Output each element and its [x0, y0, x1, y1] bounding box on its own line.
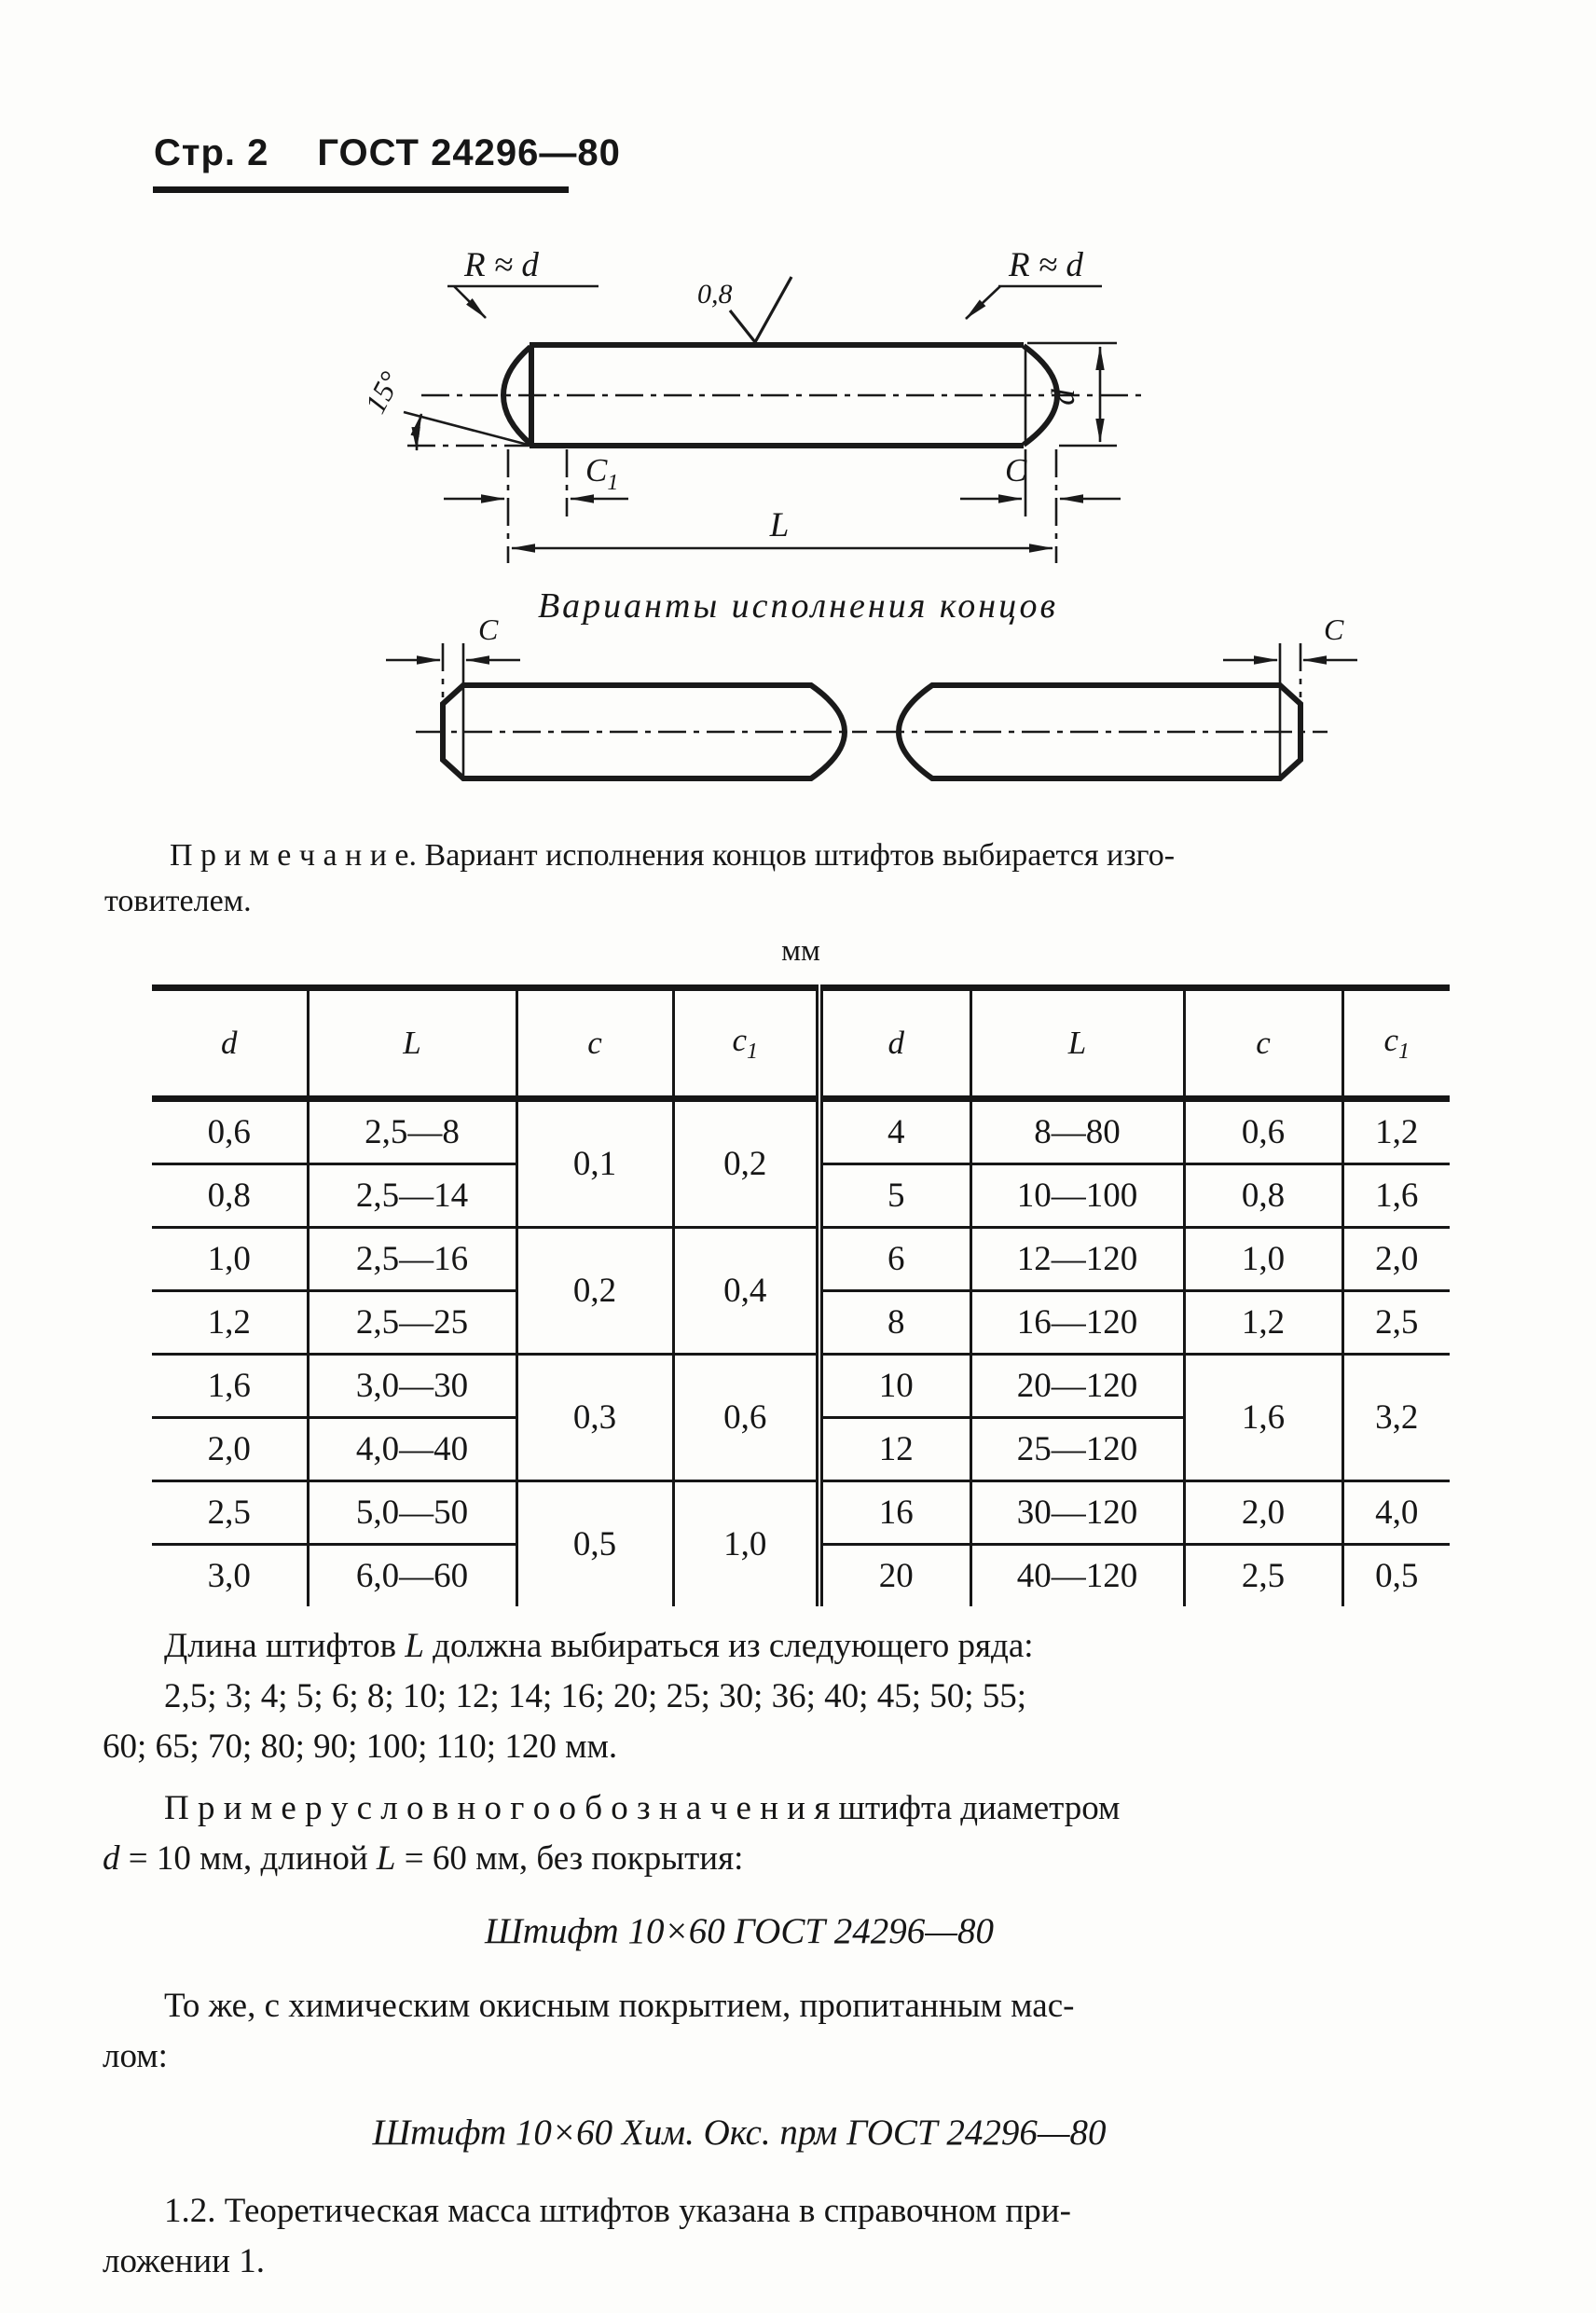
cell-L: 2,5—25	[308, 1291, 516, 1355]
radius-label-left: R ≈ d	[464, 246, 539, 284]
text-line: 2,5; 3; 4; 5; 6; 8; 10; 12; 14; 16; 20; 25; 30; 36; 40; 45; 50; 55;	[164, 1677, 1027, 1715]
cell-c1: 3,2	[1342, 1355, 1450, 1481]
technical-drawing	[0, 214, 1596, 825]
text-line: 1.2. Теоретическая масса штифтов указана в справочном при-	[164, 2192, 1071, 2230]
cell-L: 20—120	[970, 1355, 1184, 1418]
variant-pin-left	[386, 613, 867, 778]
text-line: d = 10 мм, длиной L = 60 мм, без покрытия:	[103, 1839, 744, 1878]
page-number-label: Стр. 2	[154, 132, 269, 173]
cell-d: 0,6	[152, 1099, 308, 1164]
cell-c: 1,0	[1184, 1228, 1342, 1291]
cell-L: 2,5—8	[308, 1099, 516, 1164]
cell-c1: 4,0	[1342, 1481, 1450, 1545]
cell-d: 6	[819, 1228, 970, 1291]
col-header-c1-left: $c_1$	[673, 988, 819, 1099]
cell-c: 0,5	[516, 1481, 673, 1607]
cell-c: 0,3	[516, 1355, 673, 1481]
col-header-d-right: d	[819, 988, 970, 1099]
text-line: 60; 65; 70; 80; 90; 100; 110; 120 мм.	[103, 1728, 618, 1766]
pin-outline	[421, 345, 1143, 446]
cell-d: 4	[819, 1099, 970, 1164]
roughness-value: 0,8	[697, 279, 733, 310]
col-header-L-left: L	[308, 988, 516, 1099]
cell-L: 3,0—30	[308, 1355, 516, 1418]
text-line: ложении 1.	[103, 2242, 265, 2280]
diameter-label: d	[1045, 389, 1081, 406]
cell-L: 5,0—50	[308, 1481, 516, 1545]
cell-c1: 1,2	[1342, 1099, 1450, 1164]
header-rule	[153, 186, 569, 193]
page-header	[154, 132, 621, 174]
paragraph-clause-1-2	[103, 2186, 1497, 2287]
roughness-mark	[697, 277, 791, 342]
cell-d: 20	[819, 1545, 970, 1607]
text-line: П р и м е р у с л о в н о г о о б о з н а ч е н и я штифта диаметром	[164, 1789, 1121, 1827]
cell-d: 5	[819, 1164, 970, 1228]
cell-L: 25—120	[970, 1418, 1184, 1481]
cell-c1: 0,5	[1342, 1545, 1450, 1607]
cell-c: 2,5	[1184, 1545, 1342, 1607]
cell-c: 0,2	[516, 1228, 673, 1355]
note-line2: товителем.	[104, 884, 252, 918]
variant-left-c-label: C	[478, 613, 499, 646]
note	[104, 833, 1498, 924]
cell-L: 8—80	[970, 1099, 1184, 1164]
units-label: мм	[781, 934, 820, 968]
cell-d: 16	[819, 1481, 970, 1545]
paragraph-same-with	[103, 1981, 1497, 2082]
cell-c1: 2,0	[1342, 1228, 1450, 1291]
table-row	[152, 1099, 1450, 1164]
cell-d: 8	[819, 1291, 970, 1355]
cell-d: 3,0	[207, 1557, 251, 1595]
length-dimension	[512, 506, 1053, 548]
cell-c1: 0,6	[673, 1355, 819, 1481]
cell-L: 12—120	[970, 1228, 1184, 1291]
paragraph-length-series	[103, 1621, 1497, 1772]
cell-L: 40—120	[970, 1545, 1184, 1607]
cell-c: 2,0	[1184, 1481, 1342, 1545]
variant-right-c-label: C	[1324, 613, 1344, 646]
cell-L: 6,0—60	[308, 1545, 516, 1607]
cell-d: 0,8	[152, 1164, 308, 1228]
cell-d: 2,5	[152, 1481, 308, 1545]
chamfer1-label: $C_1$	[585, 452, 619, 495]
designation-plain: Штифт 10×60 ГОСТ 24296—80	[485, 1911, 994, 1951]
cell-L: 2,5—16	[308, 1228, 516, 1291]
radius-callout-right	[966, 246, 1102, 319]
cell-c1: 0,4	[673, 1228, 819, 1355]
table-row	[152, 1481, 1450, 1545]
cell-c1: 1,6	[1342, 1164, 1450, 1228]
text-line: лом:	[103, 2037, 168, 2075]
col-header-L-right: L	[970, 988, 1184, 1099]
cell-d: 12	[819, 1418, 970, 1481]
cell-c: 0,1	[516, 1099, 673, 1228]
note-line1: П р и м е ч а н и е. Вариант исполнения концов штифтов выбирается изго-	[170, 838, 1176, 873]
cell-c1: 0,2	[673, 1099, 819, 1228]
variants-title: Варианты исполнения концов	[537, 586, 1059, 626]
cell-c: 0,8	[1184, 1164, 1342, 1228]
variant-pin-right	[876, 613, 1357, 778]
cell-L: 30—120	[970, 1481, 1184, 1545]
text-line: То же, с химическим окисным покрытием, пропитанным мас-	[164, 1987, 1075, 2025]
cell-L: 4,0—40	[308, 1418, 516, 1481]
cell-c1: 2,5	[1342, 1291, 1450, 1355]
table-row	[152, 1355, 1450, 1418]
cell-c: 0,6	[1184, 1099, 1342, 1164]
standard-number: ГОСТ 24296—80	[317, 132, 621, 173]
cell-c1: 1,0	[673, 1481, 819, 1607]
cell-d: 2,0	[152, 1418, 308, 1481]
table-row	[152, 1228, 1450, 1291]
cell-d: 1,6	[152, 1355, 308, 1418]
cell-d: 1,2	[152, 1291, 308, 1355]
text-line: Длина штифтов L должна выбираться из следующего ряда:	[164, 1627, 1034, 1665]
cell-L: 2,5—14	[308, 1164, 516, 1228]
angle-label: 15°	[357, 365, 407, 420]
cell-L: 10—100	[970, 1164, 1184, 1228]
table-header-row	[152, 988, 1450, 1099]
cell-L: 16—120	[970, 1291, 1184, 1355]
chamfer-label-right: C	[1005, 452, 1027, 489]
col-header-c1-right: $c_1$	[1342, 988, 1450, 1099]
cell-c: 1,2	[1184, 1291, 1342, 1355]
cell-d: 1,0	[152, 1228, 308, 1291]
paragraph-example	[103, 1783, 1497, 1884]
chamfer-dimension-right	[960, 449, 1121, 563]
cell-d: 10	[819, 1355, 970, 1418]
chamfer1-dimension	[444, 449, 628, 563]
col-header-c-left: c	[516, 988, 673, 1099]
col-header-d-left: d	[152, 988, 308, 1099]
radius-label-right: R ≈ d	[1009, 246, 1083, 284]
designation-coated: Штифт 10×60 Хим. Окс. прм ГОСТ 24296—80	[372, 2113, 1107, 2153]
radius-callout-left	[447, 246, 598, 318]
col-header-c-right: c	[1184, 988, 1342, 1099]
cell-c: 1,6	[1184, 1355, 1342, 1481]
dimensions-table	[152, 984, 1450, 1606]
length-label: L	[769, 506, 790, 544]
body-text	[103, 1621, 1497, 2287]
